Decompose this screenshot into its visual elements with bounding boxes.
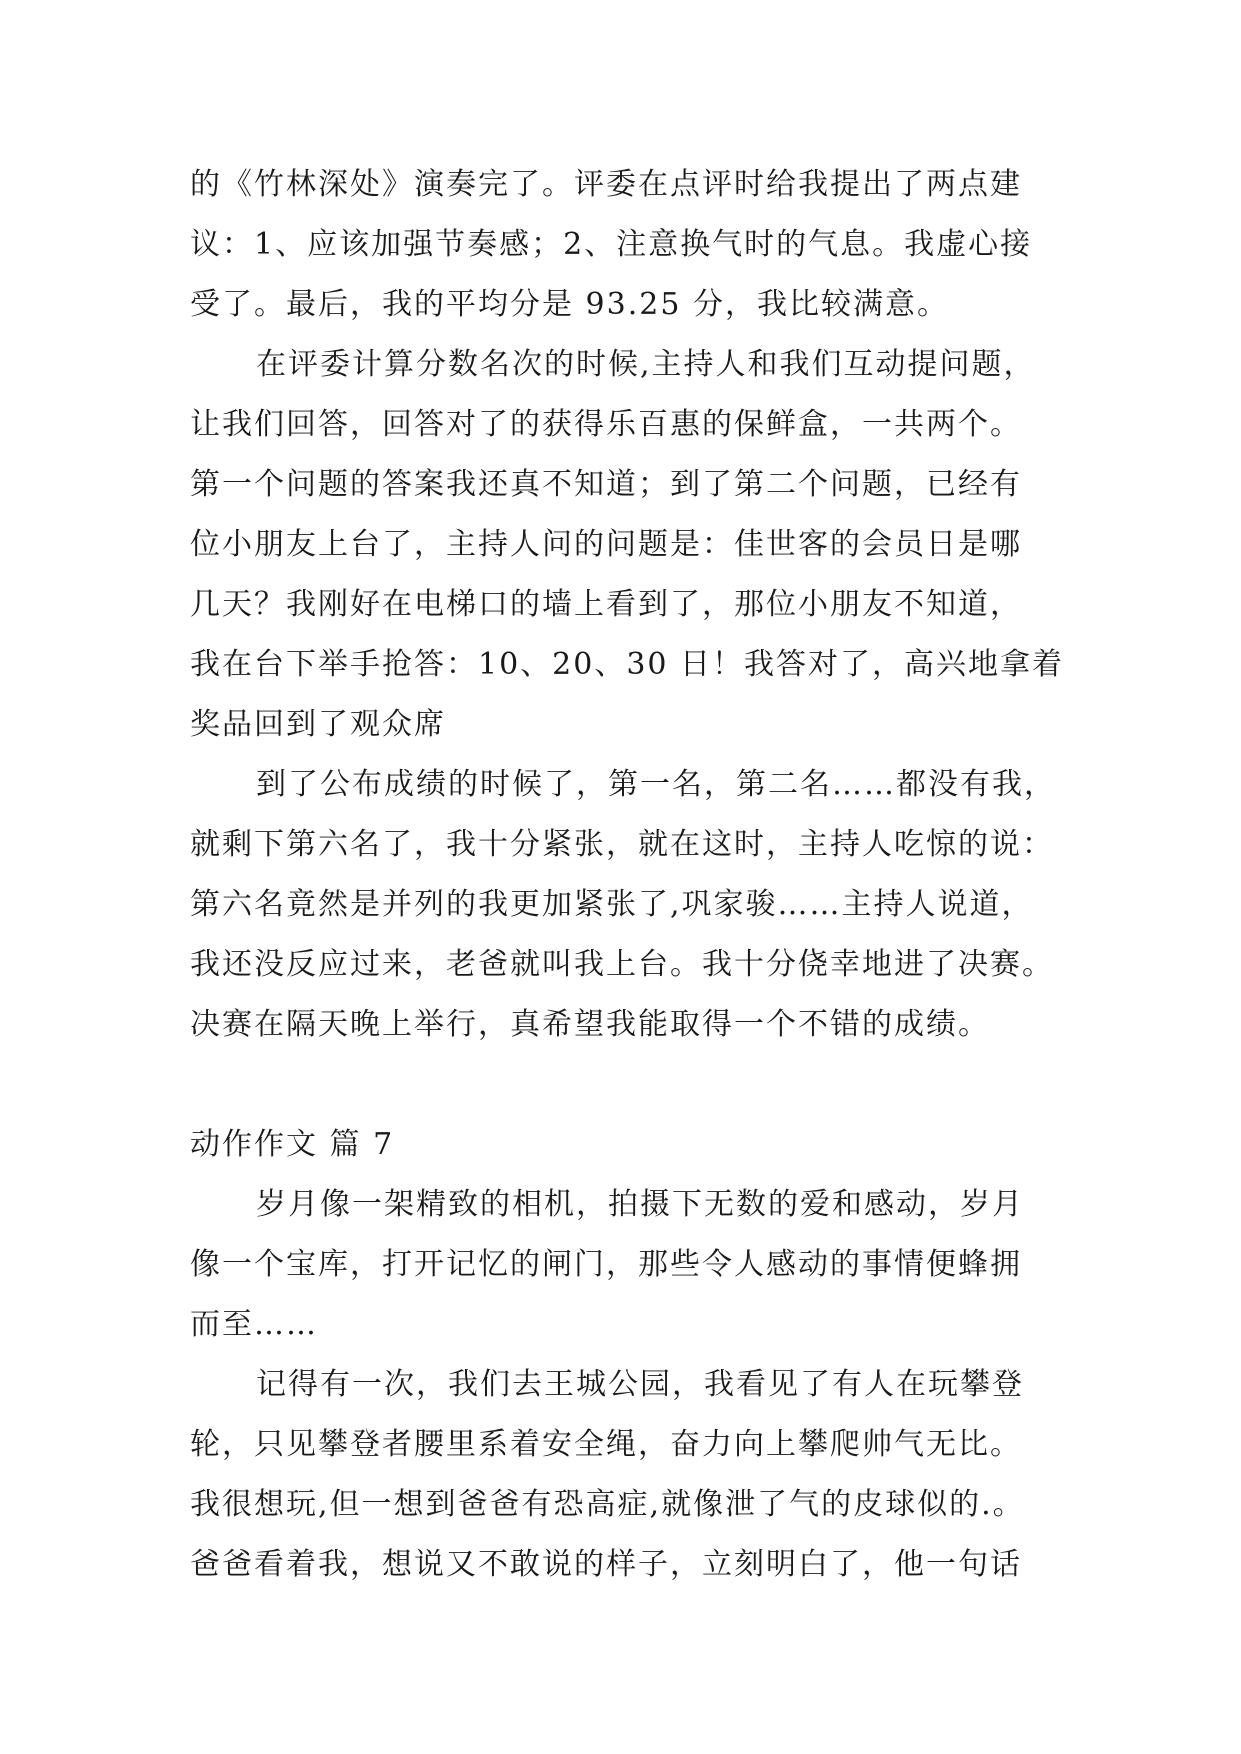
text-line: 轮，只见攀登者腰里系着安全绳，奋力向上攀爬帅气无比。	[190, 1427, 1022, 1462]
text-line: 而至……	[190, 1307, 318, 1342]
text-line: 让我们回答，回答对了的获得乐百惠的保鲜盒，一共两个。	[190, 407, 1022, 442]
text-line: 位小朋友上台了，主持人问的问题是：佳世客的会员日是哪	[190, 527, 1022, 562]
text-line: 几天？我刚好在电梯口的墙上看到了，那位小朋友不知道，	[190, 587, 1022, 622]
text-line: 像一个宝库，打开记忆的闸门，那些令人感动的事情便蜂拥	[190, 1247, 1022, 1282]
text-line: 我在台下举手抢答：10、20、30 日！我答对了，高兴地拿着	[190, 647, 1065, 682]
text-line: 记得有一次，我们去王城公园，我看见了有人在玩攀登	[256, 1367, 1024, 1402]
document-body	[190, 155, 1065, 1595]
text-line: 的《竹林深处》演奏完了。评委在点评时给我提出了两点建	[190, 167, 1022, 202]
text-line: 岁月像一架精致的相机，拍摄下无数的爱和感动，岁月	[256, 1187, 1024, 1222]
text-line: 我很想玩,但一想到爸爸有恐高症,就像泄了气的皮球似的.。	[190, 1487, 1025, 1522]
text-line: 在评委计算分数名次的时候,主持人和我们互动提问题，	[256, 347, 1036, 382]
spacer	[190, 1055, 1060, 1115]
text-line: 第六名竟然是并列的我更加紧张了,巩家骏……主持人说道，	[190, 887, 1034, 922]
text-line: 我还没反应过来，老爸就叫我上台。我十分侥幸地进了决赛。	[190, 947, 1054, 982]
text-line: 议：1、应该加强节奏感；2、注意换气时的气息。我虚心接	[190, 227, 1033, 262]
text-line: 爸爸看着我，想说又不敢说的样子，立刻明白了，他一句话	[190, 1547, 1022, 1582]
section-title: 动作作文 篇 7	[190, 1127, 395, 1162]
text-line: 决赛在隔天晚上举行，真希望我能取得一个不错的成绩。	[190, 1007, 990, 1042]
text-line: 到了公布成绩的时候了，第一名，第二名……都没有我，	[256, 767, 1056, 802]
text-line: 第一个问题的答案我还真不知道；到了第二个问题，已经有	[190, 467, 1022, 502]
text-line: 受了。最后，我的平均分是 93.25 分，我比较满意。	[190, 287, 949, 322]
text-line: 就剩下第六名了，我十分紧张，就在这时，主持人吃惊的说：	[190, 827, 1054, 862]
text-line: 奖品回到了观众席	[190, 707, 446, 742]
